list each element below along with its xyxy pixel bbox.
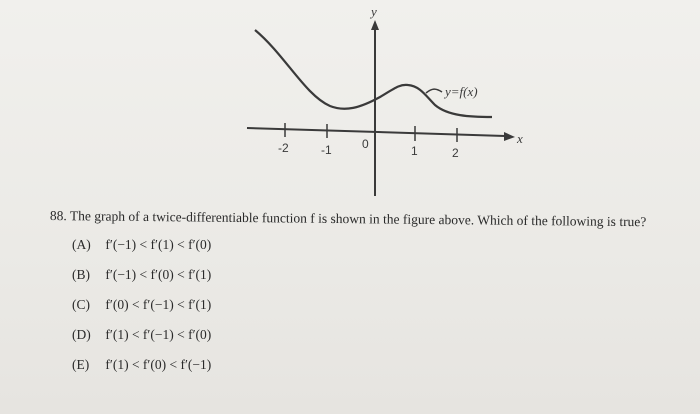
tick-label-2: 2 (452, 146, 459, 160)
choice-e[interactable] (72, 356, 211, 386)
x-axis-label: x (517, 131, 523, 146)
choice-text: f′(0) < f′(−1) < f′(1) (105, 297, 212, 312)
choice-label: (E) (72, 357, 90, 372)
answer-choices (72, 236, 211, 386)
tick-label-1: 1 (411, 144, 418, 158)
choice-label: (A) (72, 237, 91, 252)
tick-label-0: 0 (362, 137, 369, 151)
curve-label-leader (426, 89, 442, 93)
y-axis-label: y (371, 4, 377, 19)
y-axis-arrow (371, 20, 379, 30)
choice-label: (D) (72, 327, 91, 342)
choice-text: f′(1) < f′(0) < f′(−1) (105, 357, 212, 372)
question-line (50, 207, 690, 232)
choice-text: f′(1) < f′(−1) < f′(0) (105, 327, 212, 342)
question (50, 207, 690, 232)
choice-text: f′(−1) < f′(1) < f′(0) (105, 237, 212, 252)
choice-b[interactable] (72, 266, 211, 296)
choice-text: f′(−1) < f′(0) < f′(1) (105, 267, 212, 282)
question-text: The graph of a twice-differentiable function f is shown in the figure above. Which of the following is true? (69, 208, 647, 230)
choice-c[interactable] (72, 296, 211, 326)
choice-label: (B) (72, 267, 90, 282)
tick-label-neg2: -2 (278, 141, 289, 155)
choice-d[interactable] (72, 326, 211, 356)
function-curve (255, 30, 492, 117)
question-number: 88. (49, 207, 67, 224)
curve-label: y=f(x) (445, 84, 478, 99)
graph-svg (230, 0, 540, 200)
x-axis-arrow (504, 132, 515, 141)
choice-a[interactable] (72, 236, 211, 266)
function-graph (230, 0, 540, 200)
choice-label: (C) (72, 297, 90, 312)
tick-label-neg1: -1 (321, 143, 332, 157)
